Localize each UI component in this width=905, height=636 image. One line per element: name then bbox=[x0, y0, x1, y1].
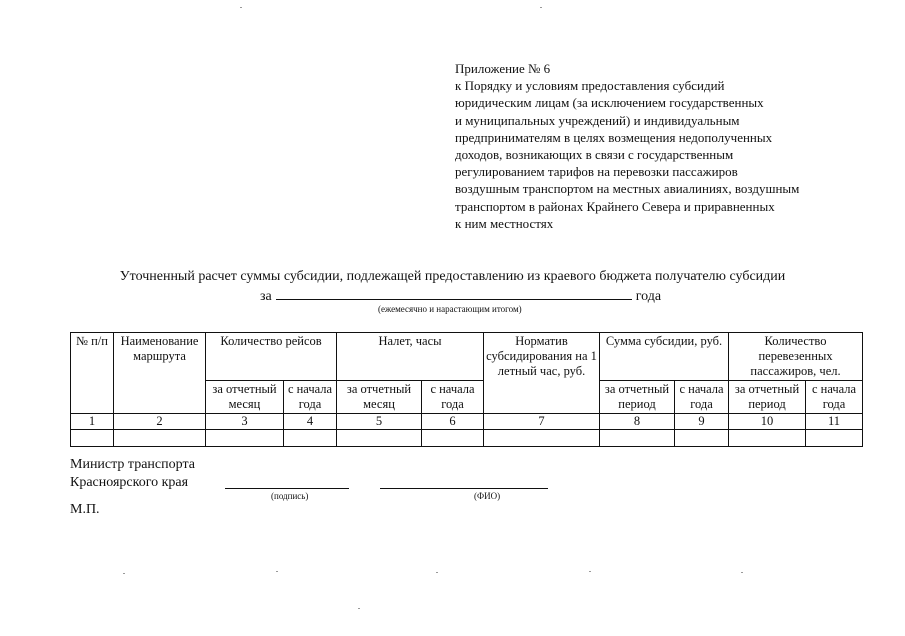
scan-speck bbox=[276, 571, 278, 572]
scan-speck bbox=[540, 7, 542, 8]
subsidy-table bbox=[70, 332, 863, 447]
empty-cell bbox=[600, 430, 675, 447]
appendix-line: к Порядку и условиям предоставления субсидий bbox=[455, 78, 725, 94]
column-number: 7 bbox=[484, 414, 600, 430]
column-number: 4 bbox=[284, 414, 337, 430]
subheader-flights-month: за отчетный месяц bbox=[206, 381, 284, 414]
title-period bbox=[260, 286, 661, 305]
subheader-flights-year: с начала года bbox=[284, 381, 337, 414]
empty-cell bbox=[422, 430, 484, 447]
period-suffix: года bbox=[635, 289, 662, 304]
empty-cell bbox=[484, 430, 600, 447]
empty-cell bbox=[206, 430, 284, 447]
subheader-pass-year: с начала года bbox=[806, 381, 863, 414]
appendix-line: и муниципальных учреждений) и индивидуальным bbox=[455, 112, 740, 128]
subheader-hours-month: за отчетный месяц bbox=[337, 381, 422, 414]
signer-position-line2: Красноярского края bbox=[70, 475, 189, 490]
scan-speck bbox=[589, 571, 591, 572]
document-title: Уточненный расчет суммы субсидии, подлежащей предоставлению из краевого бюджета получателю субсидии bbox=[119, 269, 786, 284]
empty-cell bbox=[284, 430, 337, 447]
subheader-sum-year: с начала года bbox=[675, 381, 729, 414]
appendix-line: юридическим лицам (за исключением государственных bbox=[455, 95, 764, 111]
appendix-line: транспортом в районах Крайнего Севера и приравненных bbox=[455, 198, 775, 214]
empty-cell bbox=[337, 430, 422, 447]
subheader-sum-period: за отчетный период bbox=[600, 381, 675, 414]
header-num: № п/п bbox=[71, 333, 114, 414]
column-number: 8 bbox=[600, 414, 675, 430]
column-number: 3 bbox=[206, 414, 284, 430]
column-number: 6 bbox=[422, 414, 484, 430]
header-passengers: Количество перевезенных пассажиров, чел. bbox=[729, 333, 863, 381]
empty-cell bbox=[675, 430, 729, 447]
subheader-pass-period: за отчетный период bbox=[729, 381, 806, 414]
column-number: 1 bbox=[71, 414, 114, 430]
period-hint: (ежемесячно и нарастающим итогом) bbox=[378, 304, 522, 314]
appendix-line: воздушным транспортом на местных авиалиниях, воздушным bbox=[455, 181, 800, 197]
header-sum: Сумма субсидии, руб. bbox=[600, 333, 729, 381]
scan-speck bbox=[436, 572, 438, 573]
empty-cell bbox=[71, 430, 114, 447]
empty-cell bbox=[114, 430, 206, 447]
header-row bbox=[71, 333, 863, 381]
column-number: 5 bbox=[337, 414, 422, 430]
name-line bbox=[380, 488, 548, 489]
column-number: 2 bbox=[114, 414, 206, 430]
scan-speck bbox=[123, 573, 125, 574]
appendix-line: Приложение № 6 bbox=[455, 61, 551, 76]
header-route: Наименование маршрута bbox=[114, 333, 206, 414]
scan-speck bbox=[358, 608, 360, 609]
signer-block bbox=[70, 456, 195, 492]
empty-cell bbox=[729, 430, 806, 447]
signature-label: (подпись) bbox=[271, 491, 309, 501]
signature-line bbox=[225, 488, 349, 489]
column-number: 11 bbox=[806, 414, 863, 430]
stamp-place: М.П. bbox=[70, 502, 100, 517]
scan-speck bbox=[741, 572, 743, 573]
header-flights: Количество рейсов bbox=[206, 333, 337, 381]
appendix-line: к ним местностях bbox=[455, 215, 554, 231]
name-label: (ФИО) bbox=[474, 491, 501, 501]
header-norm: Норматив субсидирования на 1 летный час, руб. bbox=[484, 333, 600, 414]
header-hours: Налет, часы bbox=[337, 333, 484, 381]
column-number-row bbox=[71, 414, 863, 430]
signer-position-line1: Министр транспорта bbox=[70, 457, 195, 472]
column-number: 10 bbox=[729, 414, 806, 430]
empty-cell bbox=[806, 430, 863, 447]
empty-data-row bbox=[71, 430, 863, 447]
period-prefix: за bbox=[260, 289, 272, 304]
scan-speck bbox=[240, 7, 242, 8]
column-number: 9 bbox=[675, 414, 729, 430]
appendix-line: предпринимателям в целях возмещения недополученных bbox=[455, 129, 773, 145]
appendix-line: доходов, возникающих в связи с государственным bbox=[455, 147, 734, 163]
subheader-hours-year: с начала года bbox=[422, 381, 484, 414]
appendix-line: регулированием тарифов на перевозки пассажиров bbox=[455, 164, 738, 180]
appendix-block bbox=[455, 60, 895, 232]
period-blank-line bbox=[276, 286, 632, 300]
